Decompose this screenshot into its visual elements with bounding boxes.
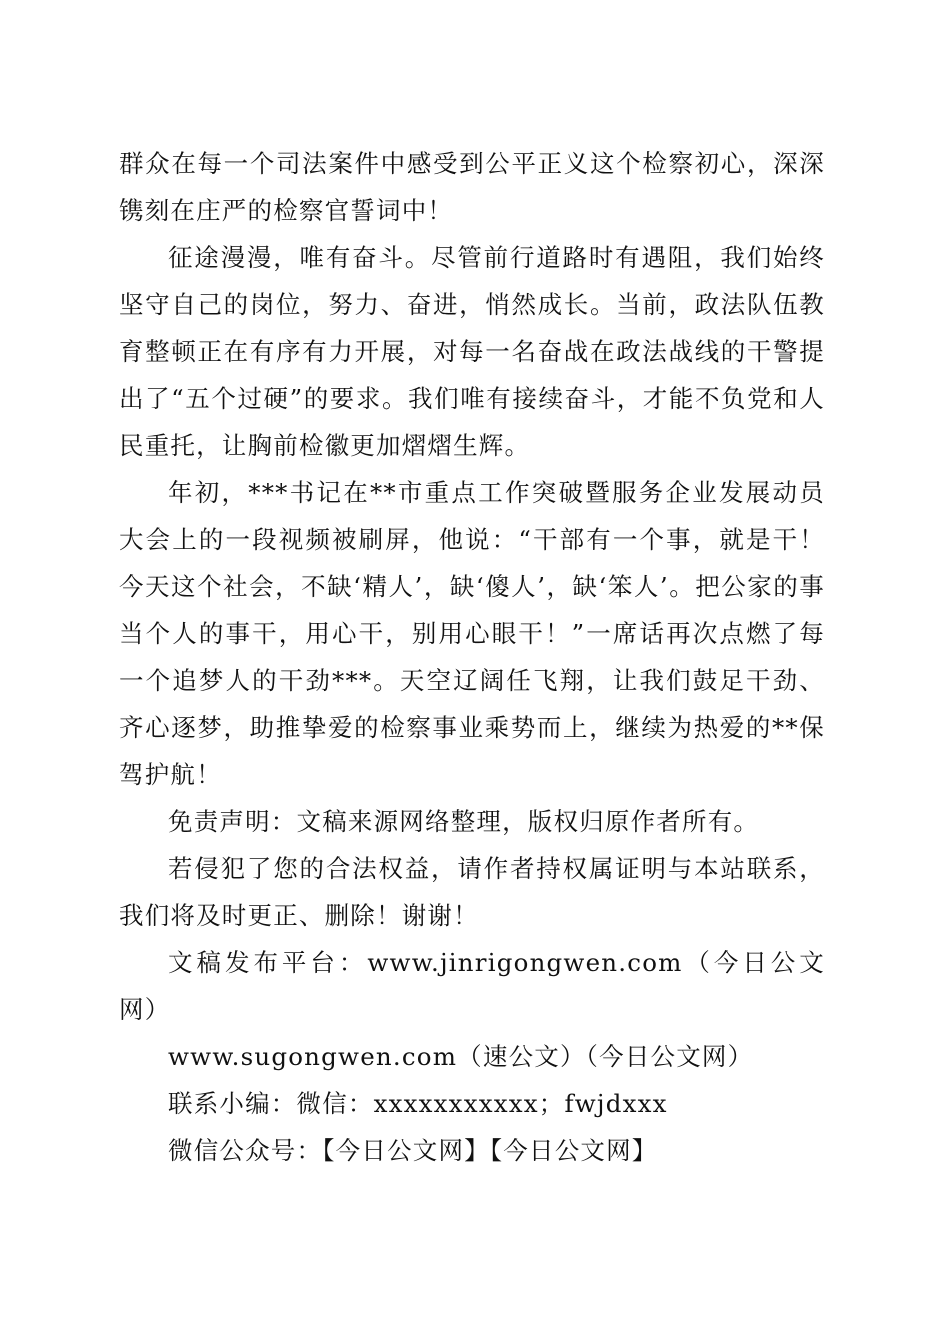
paragraph-struggle: 征途漫漫，唯有奋斗。尽管前行道路时有遇阻，我们始终坚守自己的岗位，努力、奋进，悄然成长。当前，政法队伍教育整顿正在有序有力开展，对每一名奋战在政法战线的干警提出了“五个过硬”的要求。我们唯有接续奋斗，才能不负党和人民重托，让胸前检徽更加熠熠生辉。 bbox=[119, 243, 825, 460]
footer-notice bbox=[119, 798, 825, 1174]
infringement-notice: 若侵犯了您的合法权益，请作者持权属证明与本站联系，我们将及时更正、删除！谢谢！ bbox=[119, 854, 825, 930]
document-body bbox=[119, 140, 825, 1174]
contact-line: 联系小编：微信：xxxxxxxxxxx；fwjdxxx bbox=[168, 1089, 668, 1118]
disclaimer-text: 免责声明：文稿来源网络整理，版权归原作者所有。 bbox=[168, 807, 760, 836]
wechat-line: 微信公众号：【今日公文网】【今日公文网】 bbox=[168, 1136, 658, 1165]
paragraph-secretary-speech: 年初，***书记在**市重点工作突破暨服务企业发展动员大会上的一段视频被刷屏，他说：“干部有一个事，就是干！今天这个社会，不缺‘精人’，缺‘傻人’，缺‘笨人’。把公家的事当个人的事干，用心干，别用心眼干！”一席话再次点燃了每一个追梦人的干劲***。天空辽阔任飞翔，让我们鼓足干劲、齐心逐梦，助推挚爱的检察事业乘势而上，继续为热爱的**保驾护航！ bbox=[119, 478, 825, 789]
platform-line: 文稿发布平台：www.jinrigongwen.com（今日公文网） bbox=[119, 948, 825, 1024]
paragraph-continuation: 群众在每一个司法案件中感受到公平正义这个检察初心，深深镌刻在庄严的检察官誓词中！ bbox=[119, 149, 825, 225]
site-line: www.sugongwen.com（速公文）（今日公文网） bbox=[168, 1042, 754, 1071]
